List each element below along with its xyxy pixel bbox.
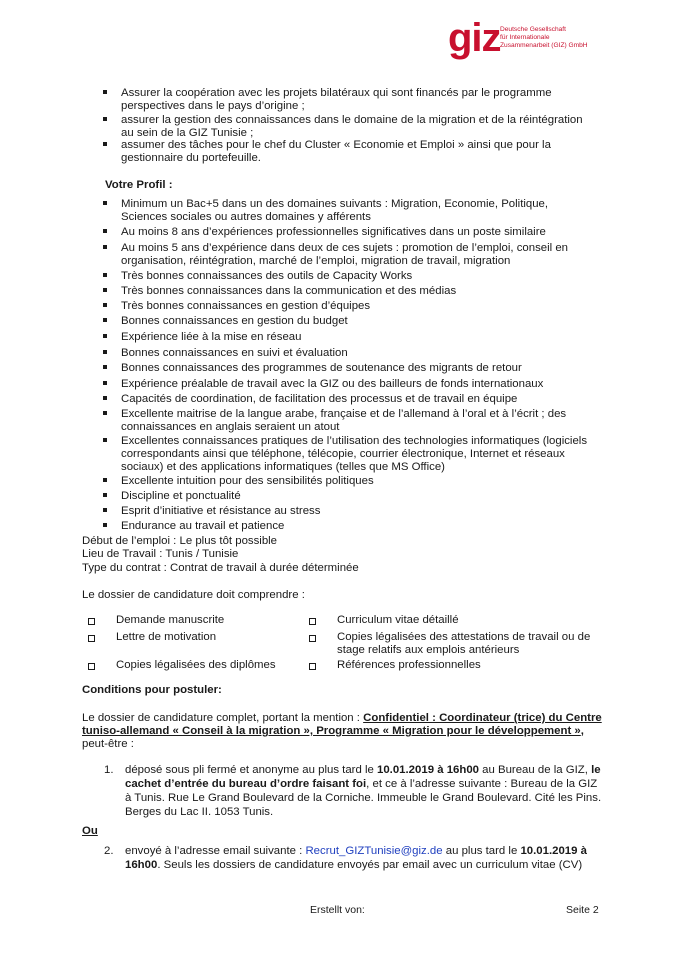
bullet-icon bbox=[103, 318, 107, 322]
list-item: assurer la gestion des connaissances dans le domaine de la migration et de la réintégration bbox=[121, 114, 583, 126]
profile-heading: Votre Profil : bbox=[105, 179, 173, 191]
mention-line1: Le dossier de candidature complet, portant la mention : Confidentiel : Coordinateur (trice) du Centre bbox=[82, 712, 602, 724]
list-item: Bonnes connaissances des programmes de soutenance des migrants de retour bbox=[121, 362, 522, 374]
list-item: Minimum un Bac+5 dans un des domaines suivants : Migration, Economie, Politique, bbox=[121, 198, 549, 210]
ou-label: Ou bbox=[82, 825, 98, 837]
list-item: Expérience préalable de travail avec la GIZ ou des bailleurs de fonds internationaux bbox=[121, 378, 544, 390]
mention-line3: peut-être : bbox=[82, 738, 134, 750]
list-item: Copies légalisées des attestations de travail ou de bbox=[337, 631, 591, 643]
option1-line2: cachet d’entrée du bureau d’ordre faisant foi, et ce à l’adresse suivante : Bureau de la GIZ bbox=[125, 778, 598, 790]
list-item-cont: stage relatifs aux emplois antérieurs bbox=[337, 644, 520, 656]
list-item: Expérience liée à la mise en réseau bbox=[121, 331, 302, 343]
bullet-icon bbox=[103, 229, 107, 233]
list-item-cont: sociaux) et des applications informatiques (telles que MS Office) bbox=[121, 461, 445, 473]
option2-line1: envoyé à l’adresse email suivante : Recrut_GIZTunisie@giz.de au plus tard le 10.01.2019 à bbox=[125, 845, 587, 857]
option1-line4: Berges du Lac II. 1053 Tunis. bbox=[125, 806, 274, 818]
contract-type: Type du contrat : Contrat de travail à durée déterminée bbox=[82, 562, 359, 574]
list-item: Copies légalisées des diplômes bbox=[116, 659, 276, 671]
option-number: 1. bbox=[104, 764, 114, 776]
bullet-icon bbox=[103, 350, 107, 354]
footer-created: Erstellt von: bbox=[310, 904, 365, 916]
list-item: Lettre de motivation bbox=[116, 631, 217, 643]
page-number: Seite 2 bbox=[566, 904, 599, 916]
bullet-icon bbox=[103, 303, 107, 307]
option1-line1: déposé sous pli fermé et anonyme au plus tard le 10.01.2019 à 16h00 au Bureau de la GIZ, le bbox=[125, 764, 601, 776]
email-link[interactable]: Recrut_GIZTunisie@giz.de bbox=[305, 845, 443, 857]
bullet-icon bbox=[103, 142, 107, 146]
list-item: assumer des tâches pour le chef du Cluster « Economie et Emploi » ainsi que pour la bbox=[121, 139, 551, 151]
bullet-icon bbox=[103, 245, 107, 249]
list-item-cont: perspectives dans le pays d’origine ; bbox=[121, 100, 305, 112]
list-item: Très bonnes connaissances des outils de Capacity Works bbox=[121, 270, 413, 282]
bullet-icon bbox=[103, 438, 107, 442]
list-item: Excellentes connaissances pratiques de l’utilisation des technologies informatiques (logiciels bbox=[121, 435, 588, 447]
list-item-cont: organisation, réintégration, marché de l’emploi, migration de travail, migration bbox=[121, 255, 511, 267]
work-place: Lieu de Travail : Tunis / Tunisie bbox=[82, 548, 239, 560]
giz-logo bbox=[448, 18, 658, 62]
list-item: Très bonnes connaissances en gestion d’équipes bbox=[121, 300, 371, 312]
bullet-icon bbox=[103, 334, 107, 338]
start-date: Début de l’emploi : Le plus tôt possible bbox=[82, 535, 278, 547]
bullet-icon bbox=[103, 273, 107, 277]
list-item: Curriculum vitae détaillé bbox=[337, 614, 459, 626]
list-item-cont: au sein de la GIZ Tunisie ; bbox=[121, 127, 254, 139]
bullet-icon bbox=[103, 288, 107, 292]
checkbox-icon bbox=[309, 663, 316, 670]
list-item: Excellente intuition pour des sensibilités politiques bbox=[121, 475, 374, 487]
mention-line2: tuniso-allemand « Conseil à la migration », Programme « Migration pour le développement », bbox=[82, 725, 584, 737]
list-item: Endurance au travail et patience bbox=[121, 520, 285, 532]
bullet-icon bbox=[103, 493, 107, 497]
list-item-cont: correspondants ainsi que téléphone, télécopie, courrier électronique, Internet et réseaux bbox=[121, 448, 565, 460]
checkbox-icon bbox=[88, 618, 95, 625]
conditions-heading: Conditions pour postuler: bbox=[82, 684, 222, 696]
checkbox-icon bbox=[88, 663, 95, 670]
option1-line3: à Tunis. Rue Le Grand Boulevard de la Corniche. Immeuble le Grand Boulevard. Cité les Pins. bbox=[125, 792, 602, 804]
list-item-cont: Sciences sociales ou autres domaines y afférents bbox=[121, 211, 371, 223]
list-item: Esprit d’initiative et résistance au stress bbox=[121, 505, 321, 517]
bullet-icon bbox=[103, 365, 107, 369]
list-item: Bonnes connaissances en gestion du budget bbox=[121, 315, 348, 327]
list-item: Demande manuscrite bbox=[116, 614, 225, 626]
giz-logo-mark: giz bbox=[448, 16, 501, 60]
list-item-cont: connaissances en anglais seraient un atout bbox=[121, 421, 340, 433]
bullet-icon bbox=[103, 523, 107, 527]
list-item: Capacités de coordination, de facilitation des processus et de travail en équipe bbox=[121, 393, 518, 405]
bullet-icon bbox=[103, 381, 107, 385]
bullet-icon bbox=[103, 201, 107, 205]
bullet-icon bbox=[103, 90, 107, 94]
list-item: Au moins 8 ans d’expériences professionnelles significatives dans un poste similaire bbox=[121, 226, 546, 238]
list-item-cont: gestionnaire du portefeuille. bbox=[121, 152, 261, 164]
checkbox-icon bbox=[309, 618, 316, 625]
list-item: Références professionnelles bbox=[337, 659, 481, 671]
bullet-icon bbox=[103, 411, 107, 415]
bullet-icon bbox=[103, 396, 107, 400]
list-item: Excellente maitrise de la langue arabe, française et de l’allemand à l’oral et à l’écrit ; des bbox=[121, 408, 567, 420]
bullet-icon bbox=[103, 478, 107, 482]
dossier-intro: Le dossier de candidature doit comprendre : bbox=[82, 589, 305, 601]
option-number: 2. bbox=[104, 845, 114, 857]
checkbox-icon bbox=[88, 635, 95, 642]
bullet-icon bbox=[103, 508, 107, 512]
list-item: Discipline et ponctualité bbox=[121, 490, 241, 502]
list-item: Au moins 5 ans d’expérience dans deux de ces sujets : promotion de l’emploi, conseil en bbox=[121, 242, 569, 254]
list-item: Bonnes connaissances en suivi et évaluation bbox=[121, 347, 348, 359]
option2-line2: 16h00. Seuls les dossiers de candidature envoyés par email avec un curriculum vitae (CV) bbox=[125, 859, 583, 871]
bullet-icon bbox=[103, 117, 107, 121]
list-item: Très bonnes connaissances dans la communication et des médias bbox=[121, 285, 457, 297]
list-item: Assurer la coopération avec les projets bilatéraux qui sont financés par le programme bbox=[121, 87, 552, 99]
giz-logo-text: Deutsche Gesellschaft für Internationale Zusammenarbeit (GIZ) GmbH bbox=[500, 26, 588, 49]
checkbox-icon bbox=[309, 635, 316, 642]
